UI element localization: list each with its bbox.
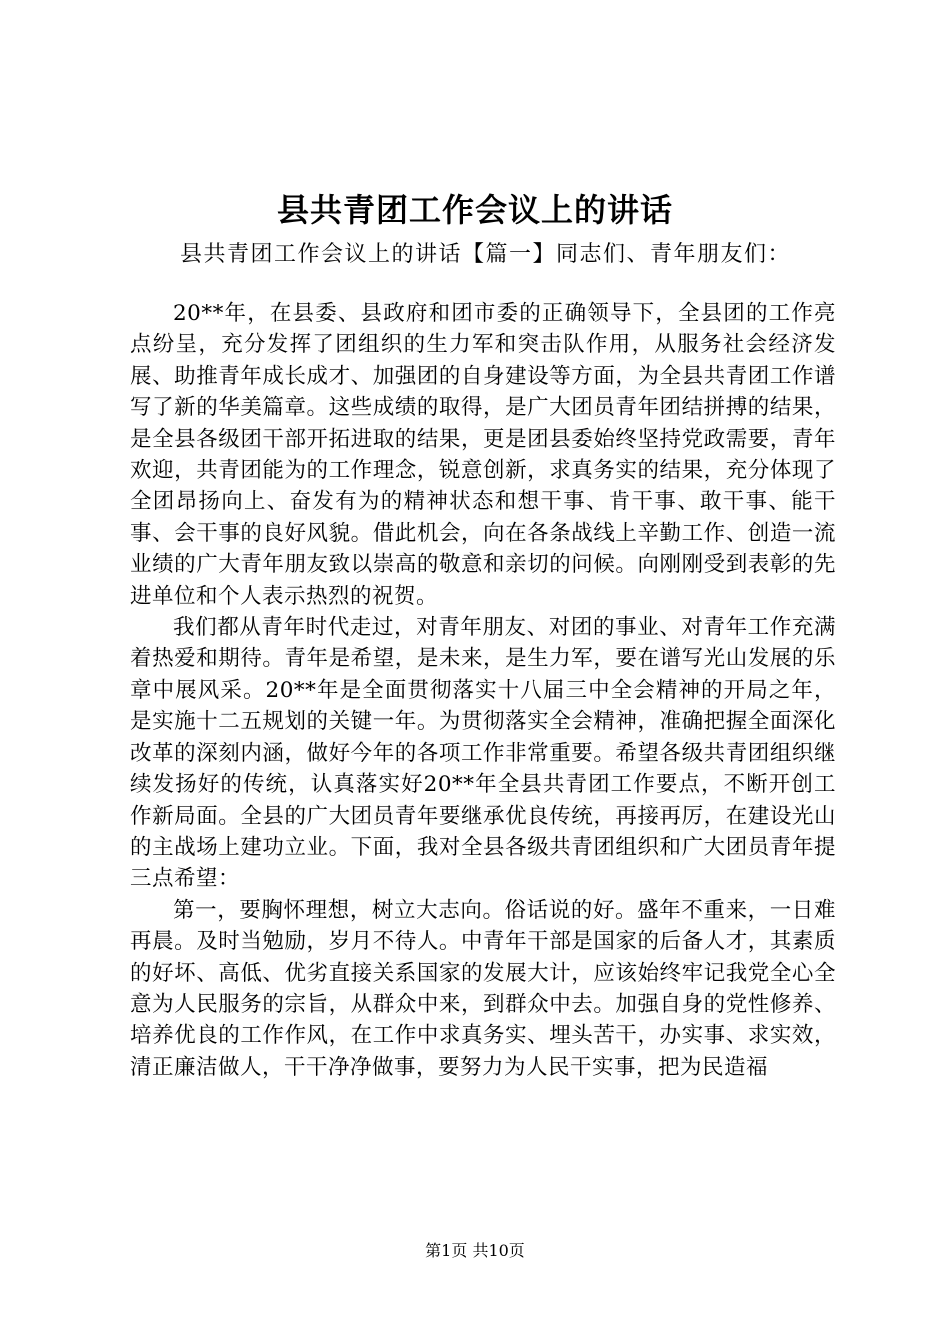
page-footer: 第1页 共10页 [425,1241,525,1260]
document-body [130,298,836,1083]
paragraph: 20**年，在县委、县政府和团市委的正确领导下，全县团的工作亮点纷呈，充分发挥了团组织的生力军和突击队作用，从服务社会经济发展、助推青年成长成才、加强团的自身建设等方面，为全县共青团工作谱写了新的华美篇章。这些成绩的取得，是广大团员青年团结拼搏的结果，是全县各级团干部开拓进取的结果，更是团县委始终坚持党政需要，青年欢迎，共青团能为的工作理念，锐意创新，求真务实的结果，充分体现了全团昂扬向上、奋发有为的精神状态和想干事、肯干事、敢干事、能干事、会干事的良好风貌。借此机会，向在各条战线上辛勤工作、创造一流业绩的广大青年朋友致以崇高的敬意和亲切的问候。向刚刚受到表彰的先进单位和个人表示热烈的祝贺。 [130,301,836,609]
document-subtitle: 县共青团工作会议上的讲话【篇一】同志们、青年朋友们： [180,242,792,267]
document-title: 县共青团工作会议上的讲话 [276,191,673,229]
paragraph: 第一，要胸怀理想，树立大志向。俗话说的好。盛年不重来，一日难再晨。及时当勉励，岁月不待人。中青年干部是国家的后备人才，其素质的好坏、高低、优劣直接关系国家的发展大计，应该始终牢记我党全心全意为人民服务的宗旨，从群众中来，到群众中去。加强自身的党性修养、培养优良的工作作风，在工作中求真务实、埋头苦干，办实事、求实效，清正廉洁做人，干干净净做事，要努力为人民干实事，把为民造福 [130,897,836,1080]
paragraph: 我们都从青年时代走过，对青年朋友、对团的事业、对青年工作充满着热爱和期待。青年是希望，是未来，是生力军，要在谱写光山发展的乐章中展风采。20**年是全面贯彻落实十八届三中全会精神的开局之年，是实施十二五规划的关键一年。为贯彻落实全会精神，准确把握全面深化改革的深刻内涵，做好今年的各项工作非常重要。希望各级共青团组织继续发扬好的传统，认真落实好20**年全县共青团工作要点，不断开创工作新局面。全县的广大团员青年要继承优良传统，再接再厉，在建设光山的主战场上建功立业。下面，我对全县各级共青团组织和广大团员青年提三点希望： [130,615,836,892]
